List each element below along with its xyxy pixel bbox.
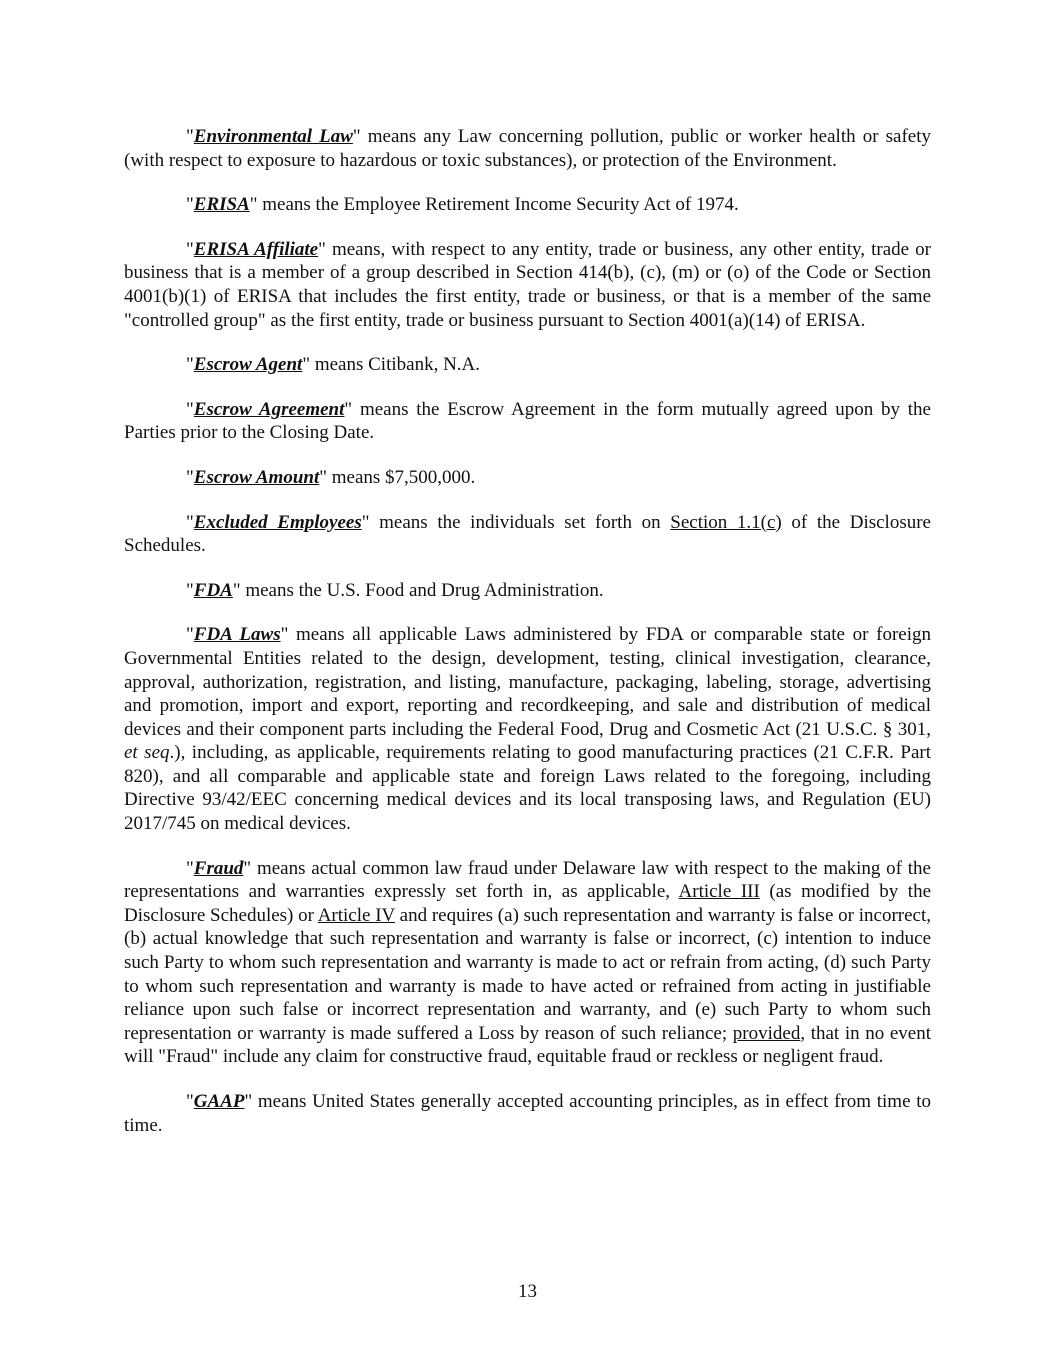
defined-term: Excluded Employees [193,511,362,533]
definition-escrow-amount [124,466,931,490]
definition-text: " means the individuals set forth on [361,511,671,533]
quote: " [186,579,194,601]
quote: " [186,126,194,147]
quote: " [186,238,194,260]
definition-text: " means, with respect to any entity, trade or business, any other entity, trade or business that is a member of a group described in Section 414(b), (c), (m) or (o) of the Code or Section 4001(b)(1) of ERISA that includes the first entity, trade or business, or that is a member of the same "controlled group" as the first entity, trade or business pursuant to Section 4001(a)(14) of ERISA. [124,238,932,331]
quote: " [186,857,194,879]
definition-text: " means Citibank, N.A. [302,354,481,376]
defined-term: Escrow Amount [193,466,320,488]
definition-text: " means the Escrow Agreement in the form mutually agreed upon by the Parties prior to the Closing Date. [124,398,931,444]
definition-text: , that in no event will "Fraud" include any claim for constructive fraud, equitable fraud or reckless or negligent fraud. [124,1022,931,1068]
definition-fda-laws [124,623,931,835]
quote: " [186,466,194,488]
defined-term: Escrow Agreement [193,398,345,420]
definition-environmental-law [124,125,931,172]
definition-text: " means actual common law fraud under Delaware law with respect to the making of the representations and warranties expressly set forth in, as applicable, [124,857,931,903]
defined-term: FDA [193,579,233,601]
proviso-reference: provided [732,1022,801,1044]
defined-term: Fraud [193,857,244,879]
definition-text: " means any Law concerning pollution, public or worker health or safety (with respect to exposure to hazardous or toxic substances), or protection of the Environment. [124,126,931,171]
definition-fraud [124,857,931,1069]
definition-text: " means $7,500,000. [319,466,476,488]
defined-term: FDA Laws [193,624,281,646]
definition-escrow-agreement [124,398,931,445]
italic-text: et seq [124,742,170,764]
quote: " [186,624,194,646]
definition-excluded-employees [124,511,931,558]
defined-term: ERISA [193,194,250,216]
defined-term: GAAP [193,1091,245,1112]
definition-erisa [124,193,931,217]
quote: " [186,398,194,420]
definition-text: and requires (a) such representation and warranty is false or incorrect, (b) actual knowledge that such representation and warranty is false or incorrect, (c) intention to induce such Party to whom such representation and warranty is made to act or refrain from acting, (d) such Party to whom such representation and warranty is made to have acted or refrained from acting in justifiable reliance upon such false or incorrect representation and warranty, and (e) such Party to whom such representation or warranty is made suffered a Loss by reason of such reliance; [124,904,931,1044]
definition-text: .), including, as applicable, requirements relating to good manufacturing practices (21 C.F.R. Part 820), and all comparable and applicable state and foreign Laws related to the foregoing, including Directive 93/42/EEC concerning medical devices and its local transposing laws, and Regulation (EU) 2017/745 on medical devices. [124,742,931,835]
quote: " [186,354,194,376]
definition-text: (as modified by the Disclosure Schedules) or [124,881,932,926]
defined-term: Environmental Law [193,126,353,147]
section-reference: Section 1.1(c) [670,511,782,533]
article-reference: Article IV [317,904,395,926]
quote: " [186,194,194,216]
defined-term: Escrow Agent [193,354,303,376]
page-number: 13 [518,1281,537,1302]
definition-escrow-agent [124,353,931,377]
document-page [124,125,931,1158]
definition-text: " means the Employee Retirement Income Security Act of 1974. [249,194,739,216]
definition-text: " means the U.S. Food and Drug Administration. [232,579,604,601]
quote: " [186,511,194,533]
quote: " [186,1091,194,1112]
definition-text: of the Disclosure Schedules. [124,511,931,557]
definition-erisa-affiliate [124,238,931,332]
definition-fda [124,579,931,603]
definition-text: " means United States generally accepted accounting principles, as in effect from time to time. [124,1091,931,1136]
definition-gaap [124,1090,931,1137]
defined-term: ERISA Affiliate [193,238,319,260]
definition-text: " means all applicable Laws administered by FDA or comparable state or foreign Governmental Entities related to the design, development, testing, clinical investigation, clearance, approval, authorization, registration, and listing, manufacture, packaging, labeling, storage, advertising and promotion, import and export, reporting and recordkeeping, and sale and distribution of medical devices and their component parts including the Federal Food, Drug and Cosmetic Act (21 U.S.C. § 301, [124,624,931,740]
article-reference: Article III [678,881,760,903]
